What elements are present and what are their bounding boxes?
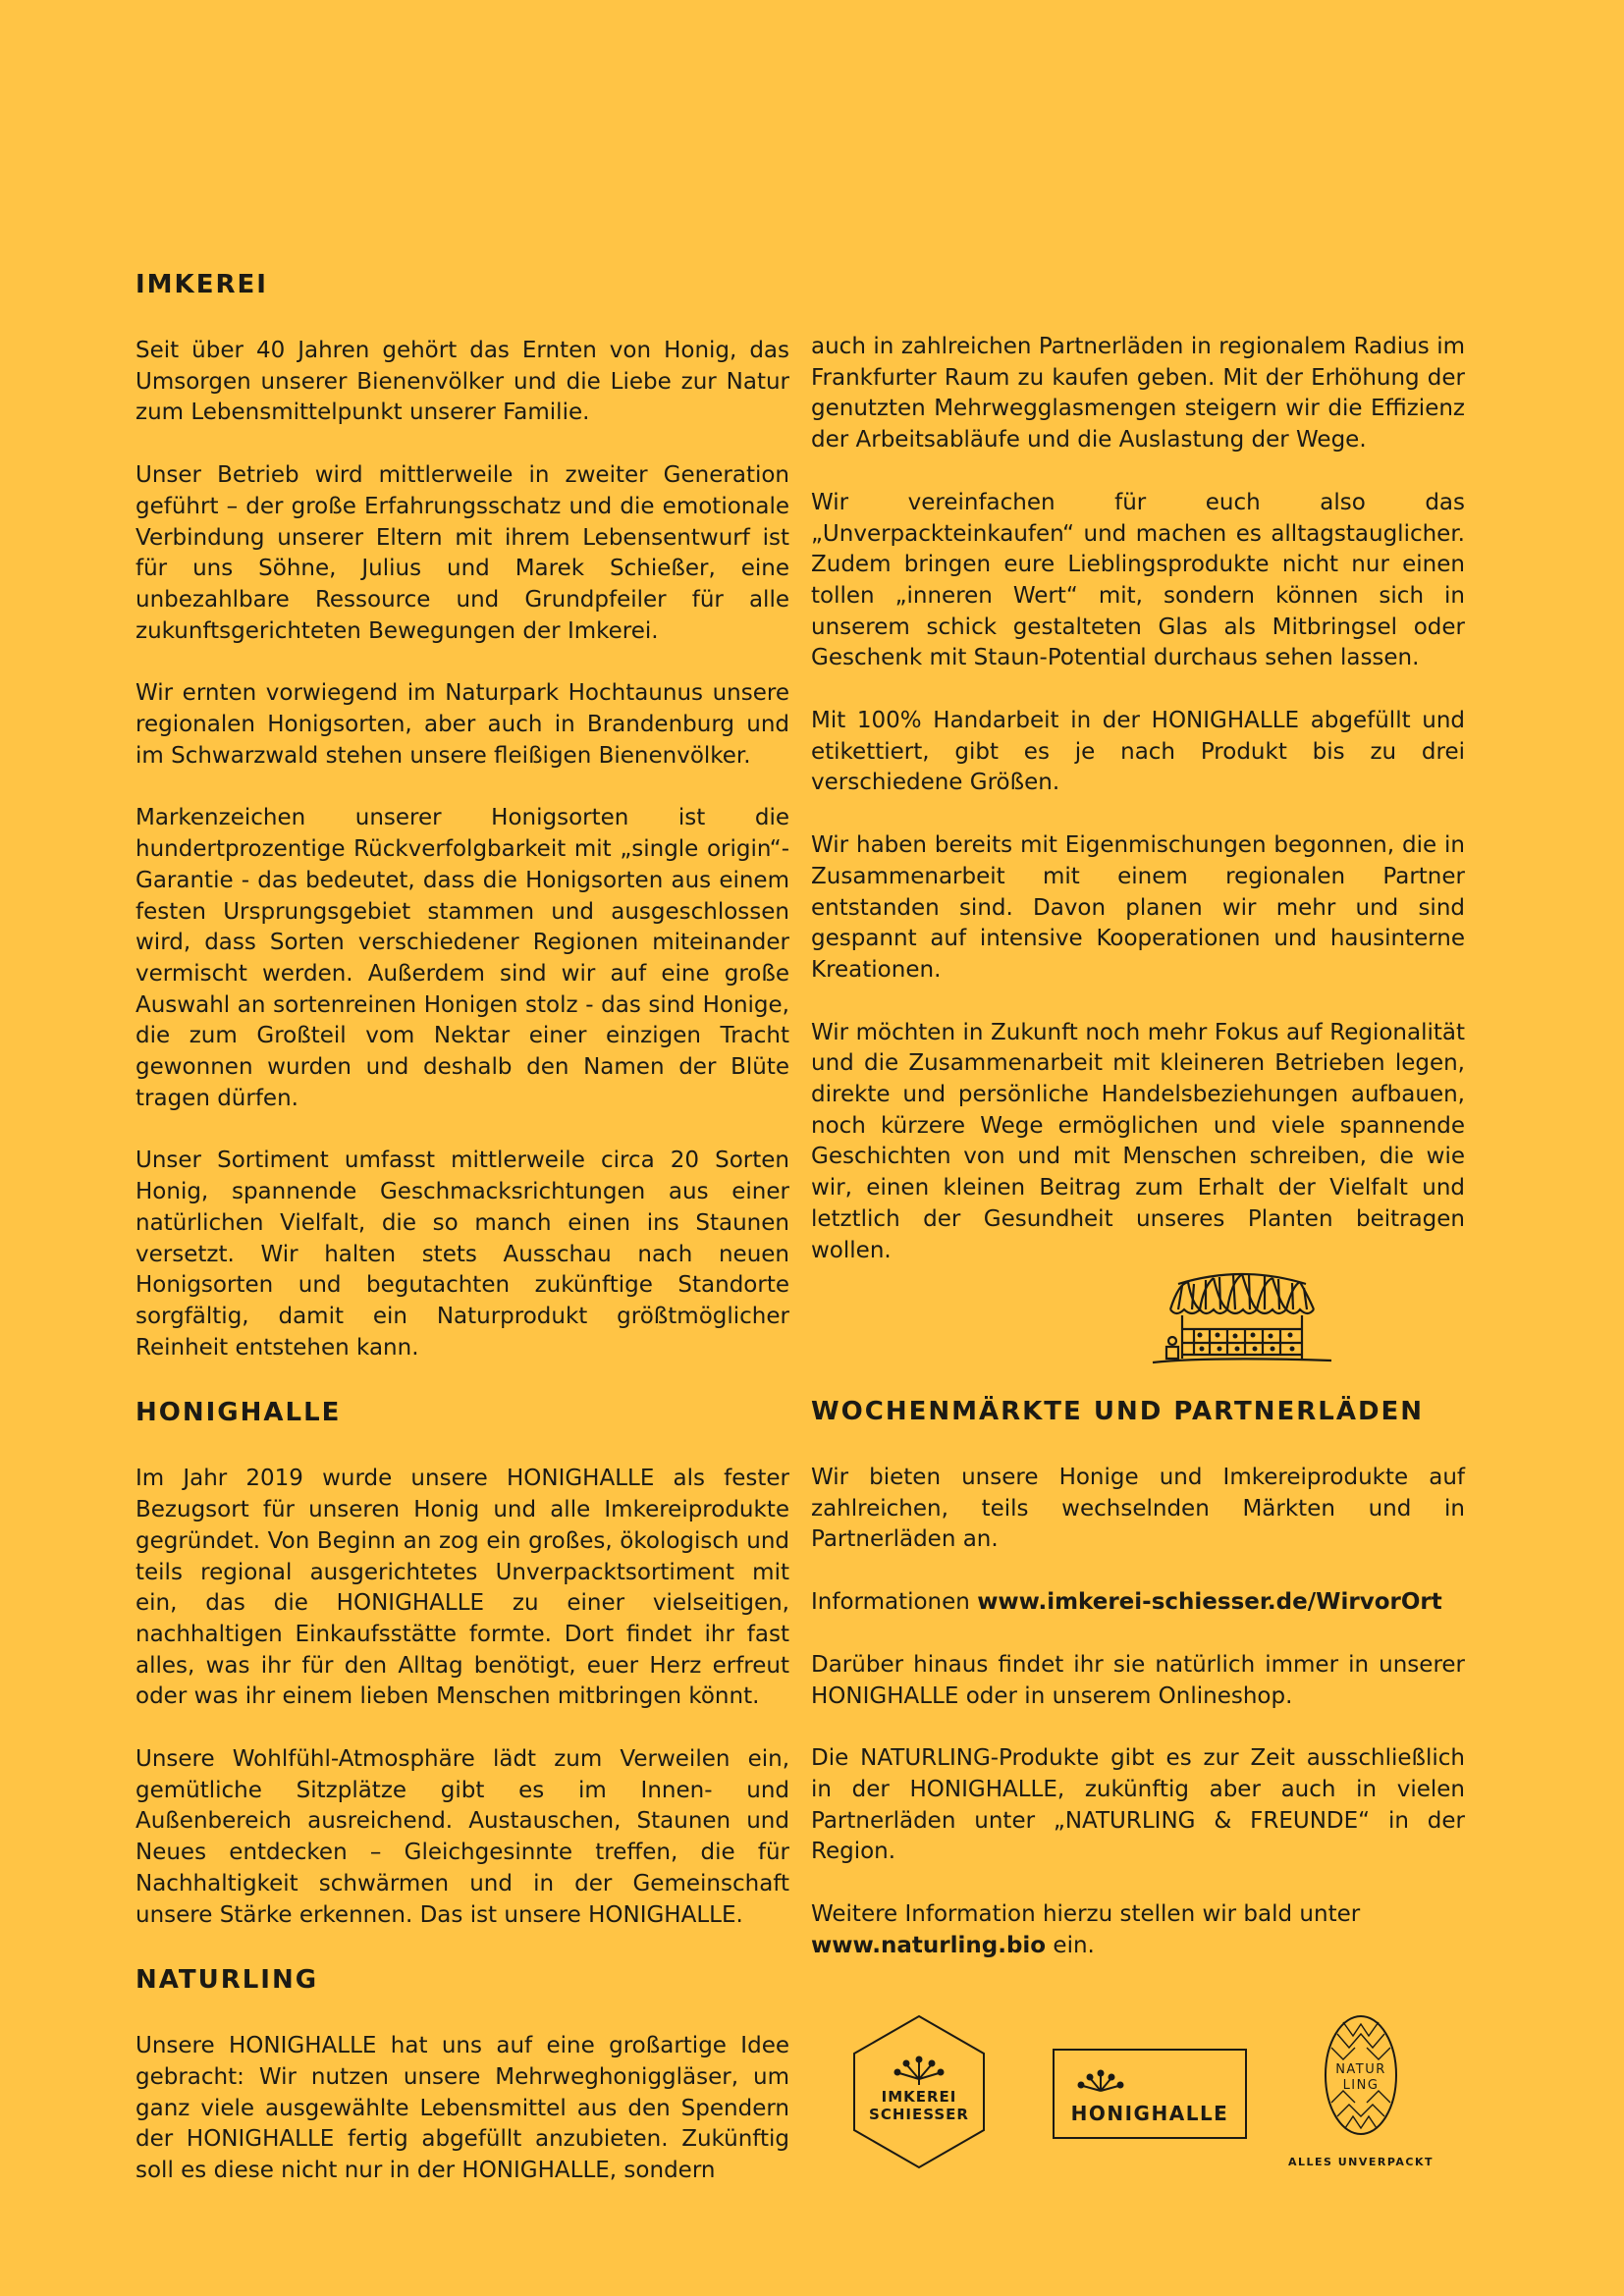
naturling-logo-line2: LING — [1342, 2078, 1380, 2093]
imkerei-schiesser-logo — [850, 2014, 988, 2171]
imkerei-website-link[interactable]: www.imkerei-schiesser.de/WirvorOrt — [977, 1589, 1442, 1616]
wochenmaerkte-paragraph-3: Darüber hinaus findet ihr sie natürlich immer in unserer HONIGHALLE oder in unserem Onlineshop. — [811, 1651, 1465, 1709]
imkerei-paragraph-1: Seit über 40 Jahren gehört das Ernten von Honig, das Umsorgen unserer Bienenvölker und die Liebe zur Natur zum Lebensmittelpunkt unserer Familie. — [135, 338, 789, 426]
wochenmaerkte-paragraph-5 — [811, 1899, 1465, 1961]
naturling-continued-paragraph-4: Wir haben bereits mit Eigenmischungen begonnen, die in Zusammenarbeit mit einem regionalen Partner entstanden sind. Davon planen wir mehr und sind gespannt auf intensive Kooperationen und hausinterne Kreationen. — [811, 832, 1465, 983]
naturling-continued-paragraph-2: Wir vereinfachen für euch also das „Unverpackteinkaufen“ und machen es alltagstauglicher. Zudem bringen eure Lieblingsprodukte nicht nur einen tollen „inneren Wert“ mit, sondern können sich in unserem schick gestalteten Glas als Mitbringsel oder Geschenk mit Staun-Potential durchaus sehen lassen. — [811, 489, 1465, 671]
further-info-prefix: Weitere Information hierzu stellen wir bald unter — [811, 1901, 1361, 1928]
right-column — [811, 332, 1465, 1266]
dandelion-icon — [895, 2057, 944, 2086]
dandelion-icon — [1079, 2071, 1123, 2092]
wochenmaerkte-paragraph-4: Die NATURLING-Produkte gibt es zur Zeit ausschließlich in der HONIGHALLE, zukünftig aber auch in vielen Partnerläden unter „NATURLING & FREUNDE“ in der Region. — [811, 1745, 1465, 1865]
honighalle-paragraph-1: Im Jahr 2019 wurde unsere HONIGHALLE als fester Bezugsort für unseren Honig und alle Imkereiprodukte gegründet. Von Beginn an zog ein großes, ökologisch und teils regional ausgerichtetes Unverpacktsortiment mit ein, das die HONIGHALLE zu einer vielseitigen, nachhaltigen Einkaufsstätte formte. Dort findet ihr fast alles, was ihr für den Alltag benötigt, euer Herz erfreut oder was ihr einem lieben Menschen mitbringen könnt. — [135, 1466, 789, 1710]
naturling-tagline: ALLES UNVERPACKT — [1287, 2156, 1435, 2168]
honighalle-logo-text: HONIGHALLE — [1070, 2102, 1229, 2125]
wochenmaerkte-paragraph-1: Wir bieten unsere Honige und Imkereiprodukte auf zahlreichen, teils wechselnden Märkten und in Partnerläden an. — [811, 1465, 1465, 1553]
wochenmaerkte-paragraph-2 — [811, 1587, 1465, 1619]
imkerei-logo-line2: SCHIESSER — [869, 2106, 969, 2123]
wochenmaerkte-section — [811, 1392, 1465, 1961]
naturling-continued-paragraph-5: Wir möchten in Zukunft noch mehr Fokus auf Regionalität und die Zusammenarbeit mit kleineren Betrieben legen, direkte und persönliche Handelsbeziehungen aufbauen, noch kürzere Wege ermöglichen und viele spannende Geschichten von und mit Menschen schreiben, die wie wir, einen kleinen Beitrag zum Erhalt der Vielfalt und letztlich der Gesundheit unseres Planten beitragen wollen. — [811, 1019, 1465, 1263]
left-column — [135, 265, 789, 2187]
imkerei-paragraph-5: Unser Sortiment umfasst mittlerweile circa 20 Sorten Honig, spannende Geschmacksrichtungen aus einer natürlichen Vielfalt, die so manch einen ins Staunen versetzt. Wir halten stets Ausschau nach neuen Honigsorten und begutachten zukünftige Standorte sorgfältig, damit ein Naturprodukt größtmöglicher Reinheit entstehen kann. — [135, 1148, 789, 1361]
naturling-logo-line1: NATUR — [1335, 2062, 1386, 2077]
imkerei-heading: IMKEREI — [135, 270, 268, 299]
imkerei-paragraph-4: Markenzeichen unserer Honigsorten ist die hundertprozentige Rückverfolgbarkeit mit „single origin“-Garantie - das bedeutet, dass die Honigsorten aus einem festen Ursprungsgebiet stammen und ausgeschlossen wird, dass Sorten verschiedener Regionen miteinander vermischt werden. Außerdem sind wir auf eine große Auswahl an sortenreinen Honigen stolz - das sind Honige, die zum Großteil vom Nektar einer einzigen Tracht gewonnen wurden und deshalb den Namen der Blüte tragen dürfen. — [135, 805, 789, 1111]
honighalle-logo — [1052, 2048, 1248, 2140]
imkerei-paragraph-2: Unser Betrieb wird mittlerweile in zweiter Generation geführt – der große Erfahrungsschatz und die emotionale Verbindung unserer Eltern mit ihrem Lebensentwurf ist für uns Söhne, Julius und Marek Schießer, eine unbezahlbare Ressource und Grundpfeiler für alle zukunftsgerichteten Bewegungen der Imkerei. — [135, 462, 789, 644]
imkerei-paragraph-3: Wir ernten vorwiegend im Naturpark Hochtaunus unsere regionalen Honigsorten, aber auch in Brandenburg und im Schwarzwald stehen unsere fleißigen Bienenvölker. — [135, 680, 789, 769]
naturling-continued-paragraph-1: auch in zahlreichen Partnerläden in regionalem Radius im Frankfurter Raum zu kaufen geben. Mit der Erhöhung der genutzten Mehrwegglasmengen steigern wir die Effizienz der Arbeitsabläufe und die Auslastung der Wege. — [811, 334, 1465, 454]
further-info-suffix: ein. — [1046, 1932, 1095, 1958]
naturling-logo — [1282, 2014, 1439, 2181]
honighalle-paragraph-2: Unsere Wohlfühl-Atmosphäre lädt zum Verweilen ein, gemütliche Sitzplätze gibt es im Innen- und Außenbereich ausreichend. Austauschen, Staunen und Neues entdecken – Gleichgesinnte treffen, die für Nachhaltigkeit schwärmen und in der Gemeinschaft unsere Stärke erkennen. Das ist unsere HONIGHALLE. — [135, 1746, 789, 1928]
naturling-continued-paragraph-3: Mit 100% Handarbeit in der HONIGHALLE abgefüllt und etikettiert, gibt es je nach Produkt bis zu drei verschiedene Größen. — [811, 708, 1465, 796]
naturling-paragraph-1: Unsere HONIGHALLE hat uns auf eine großartige Idee gebracht: Wir nutzen unsere Mehrweghoniggläser, um ganz viele ausgewählte Lebensmittel aus den Spendern der HONIGHALLE fertig abgefüllt anzubieten. Zukünftig soll es diese nicht nur in der HONIGHALLE, sondern — [135, 2033, 789, 2184]
wochenmaerkte-heading: WOCHENMÄRKTE UND PARTNERLÄDEN — [811, 1397, 1425, 1426]
naturling-website-link[interactable]: www.naturling.bio — [811, 1932, 1047, 1958]
imkerei-logo-line1: IMKEREI — [881, 2088, 957, 2106]
info-prefix: Informationen — [811, 1589, 978, 1616]
honighalle-heading: HONIGHALLE — [135, 1398, 342, 1428]
market-stall-illustration — [1149, 1264, 1335, 1368]
logo-row — [850, 2014, 1439, 2181]
naturling-heading: NATURLING — [135, 1965, 319, 1996]
